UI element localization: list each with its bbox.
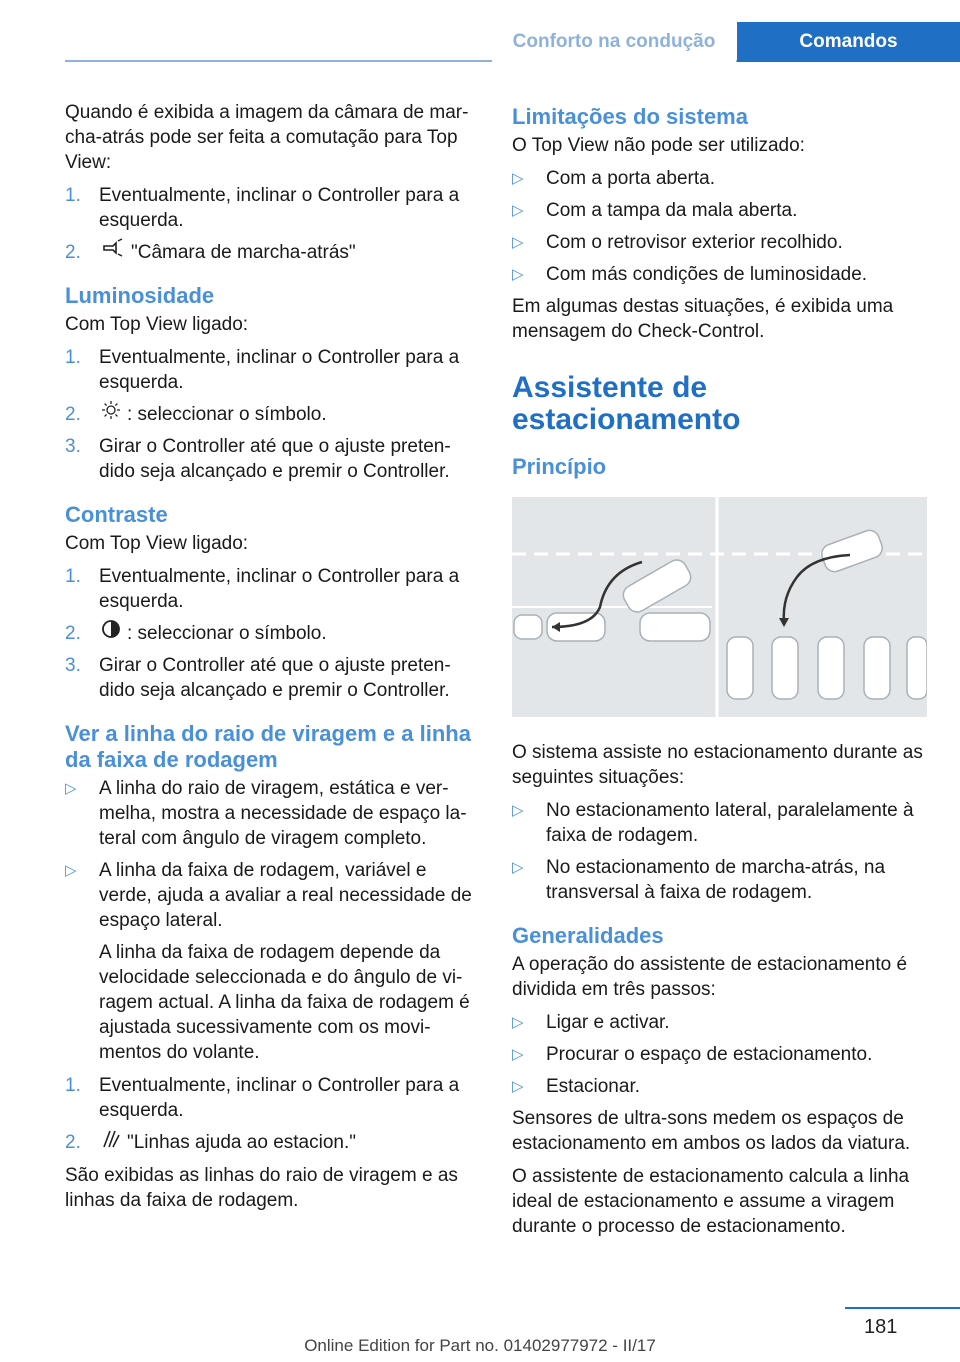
principle-intro: O sistema assiste no estacionamento durante as seguintes situações: [512, 742, 923, 788]
list-item [65, 434, 477, 484]
limitations-bullets [512, 166, 930, 287]
step-number: 1. [65, 566, 81, 587]
luminosity-steps [65, 345, 477, 484]
page-number-rule [845, 1307, 960, 1309]
general-paragraph-2: O assistente de estacionamento calcula a linha ideal de estacionamento e assume a viragem durante o processo de estacionamento. [512, 1166, 910, 1237]
general-intro: A operação do assistente de estacionamento é dividida em três passos: [512, 954, 908, 1000]
bullet-text: A linha da faixa de rodagem, variável e verde, ajuda a avaliar a real necessidade de espaço lateral. [99, 860, 472, 931]
limitations-outro: Em algumas destas situações, é exibida uma mensagem do Check-Control. [512, 296, 894, 342]
step-number: 1. [65, 185, 81, 206]
brightness-icon [101, 400, 121, 427]
bullet-triangle-icon: ▷ [65, 780, 77, 797]
lines-steps [65, 1073, 477, 1156]
list-item [65, 240, 477, 265]
intro-paragraph: Quando é exibida a imagem da câmara de mar-cha-atrás pode ser feita a comutação para Top View: [65, 102, 469, 173]
bullet-text: No estacionamento de marcha-atrás, na transversal à faixa de rodagem. [546, 857, 886, 903]
step-text: Girar o Controller até que o ajuste preten-dido seja alcançado e premir o Controller. [99, 655, 451, 701]
step-text: Eventualmente, inclinar o Controller para a esquerda. [99, 185, 460, 231]
step-text: : seleccionar o símbolo. [127, 623, 327, 644]
list-item [512, 855, 930, 905]
list-item [512, 198, 930, 223]
step-number: 2. [65, 623, 81, 644]
bullet-text: Procurar o espaço de estacionamento. [546, 1044, 873, 1065]
lines-bullets [65, 776, 477, 933]
bullet-text: Com a tampa da mala aberta. [546, 200, 798, 221]
bullet-triangle-icon: ▷ [512, 202, 524, 219]
list-item [65, 653, 477, 703]
bullet-triangle-icon: ▷ [512, 802, 524, 819]
parking-illustration [512, 497, 927, 717]
step-number: 3. [65, 436, 81, 457]
list-item [65, 345, 477, 395]
parking-lines-icon [101, 1127, 121, 1156]
step-text: : seleccionar o símbolo. [127, 404, 327, 425]
step-text: "Câmara de marcha-atrás" [131, 242, 356, 263]
list-item [512, 166, 930, 191]
bullet-text: No estacionamento lateral, paralelamente à faixa de rodagem. [546, 800, 914, 846]
contrast-icon [101, 619, 121, 646]
header-chapter-tab: Comandos [737, 22, 960, 62]
step-number: 2. [65, 1132, 81, 1153]
reverse-camera-icon [101, 238, 125, 265]
bullet-triangle-icon: ▷ [512, 234, 524, 251]
bullet-text: Com a porta aberta. [546, 168, 715, 189]
list-item [512, 798, 930, 848]
list-item [512, 230, 930, 255]
step-text: Eventualmente, inclinar o Controller para a esquerda. [99, 347, 460, 393]
step-text: Eventualmente, inclinar o Controller para a esquerda. [99, 566, 460, 612]
general-paragraph-1: Sensores de ultra-sons medem os espaços de estacionamento em ambos os lados da viatura. [512, 1108, 911, 1154]
left-column [65, 100, 477, 1221]
contrast-intro: Com Top View ligado: [65, 533, 249, 554]
list-item [512, 1042, 930, 1067]
step-number: 1. [65, 347, 81, 368]
bullet-triangle-icon: ▷ [65, 862, 77, 879]
footer-edition-text: Online Edition for Part no. 01402977972 - II/17 [304, 1336, 656, 1355]
list-item [65, 183, 477, 233]
header-section-tab: Conforto na condução [492, 22, 736, 62]
lines-heading: Ver a linha do raio de viragem e a linha da faixa de rodagem [65, 721, 471, 772]
list-item [512, 1010, 930, 1035]
list-item [65, 1073, 477, 1123]
list-item [65, 564, 477, 614]
bullet-triangle-icon: ▷ [512, 170, 524, 187]
principle-heading: Princípio [512, 454, 607, 479]
step-text: Girar o Controller até que o ajuste preten-dido seja alcançado e premir o Controller. [99, 436, 451, 482]
lines-outro: São exibidas as linhas do raio de viragem e as linhas da faixa de rodagem. [65, 1165, 458, 1211]
general-heading: Generalidades [512, 923, 664, 948]
general-bullets [512, 1010, 930, 1099]
step-number: 2. [65, 404, 81, 425]
bullet-triangle-icon: ▷ [512, 1014, 524, 1031]
step-number: 1. [65, 1075, 81, 1096]
list-item [65, 621, 477, 646]
bullet-text: A linha do raio de viragem, estática e ver-melha, mostra a necessidade de espaço la-teral com ângulo de viragem completo. [99, 778, 467, 849]
contrast-heading: Contraste [65, 502, 168, 527]
lines-indent-paragraph: A linha da faixa de rodagem depende da velocidade seleccionada e do ângulo de vi-ragem actual. A linha da faixa de rodagem é ajustada sucessivamente com os movi-mentos do volante. [99, 942, 470, 1063]
bullet-text: Ligar e activar. [546, 1012, 670, 1033]
list-item [65, 776, 477, 851]
step-number: 2. [65, 242, 81, 263]
bullet-triangle-icon: ▷ [512, 266, 524, 283]
list-item [65, 858, 477, 933]
parking-assistant-heading: Assistente de estacionamento [512, 371, 741, 436]
bullet-text: Estacionar. [546, 1076, 640, 1097]
camera-steps [65, 183, 477, 265]
bullet-triangle-icon: ▷ [512, 1078, 524, 1095]
step-number: 3. [65, 655, 81, 676]
bullet-triangle-icon: ▷ [512, 1046, 524, 1063]
luminosity-intro: Com Top View ligado: [65, 314, 249, 335]
step-text: "Linhas ajuda ao estacion." [127, 1132, 356, 1154]
limitations-heading: Limitações do sistema [512, 104, 748, 129]
list-item [65, 1130, 477, 1156]
right-column [512, 100, 930, 1247]
principle-bullets [512, 798, 930, 905]
step-text: Eventualmente, inclinar o Controller para a esquerda. [99, 1075, 460, 1121]
bullet-text: Com o retrovisor exterior recolhido. [546, 232, 843, 253]
luminosity-heading: Luminosidade [65, 283, 215, 308]
bullet-triangle-icon: ▷ [512, 859, 524, 876]
page-number: 181 [864, 1316, 898, 1338]
list-item [512, 1074, 930, 1099]
list-item [512, 262, 930, 287]
bullet-text: Com más condições de luminosidade. [546, 264, 868, 285]
list-item [65, 402, 477, 427]
contrast-steps [65, 564, 477, 703]
limitations-intro: O Top View não pode ser utilizado: [512, 135, 805, 156]
